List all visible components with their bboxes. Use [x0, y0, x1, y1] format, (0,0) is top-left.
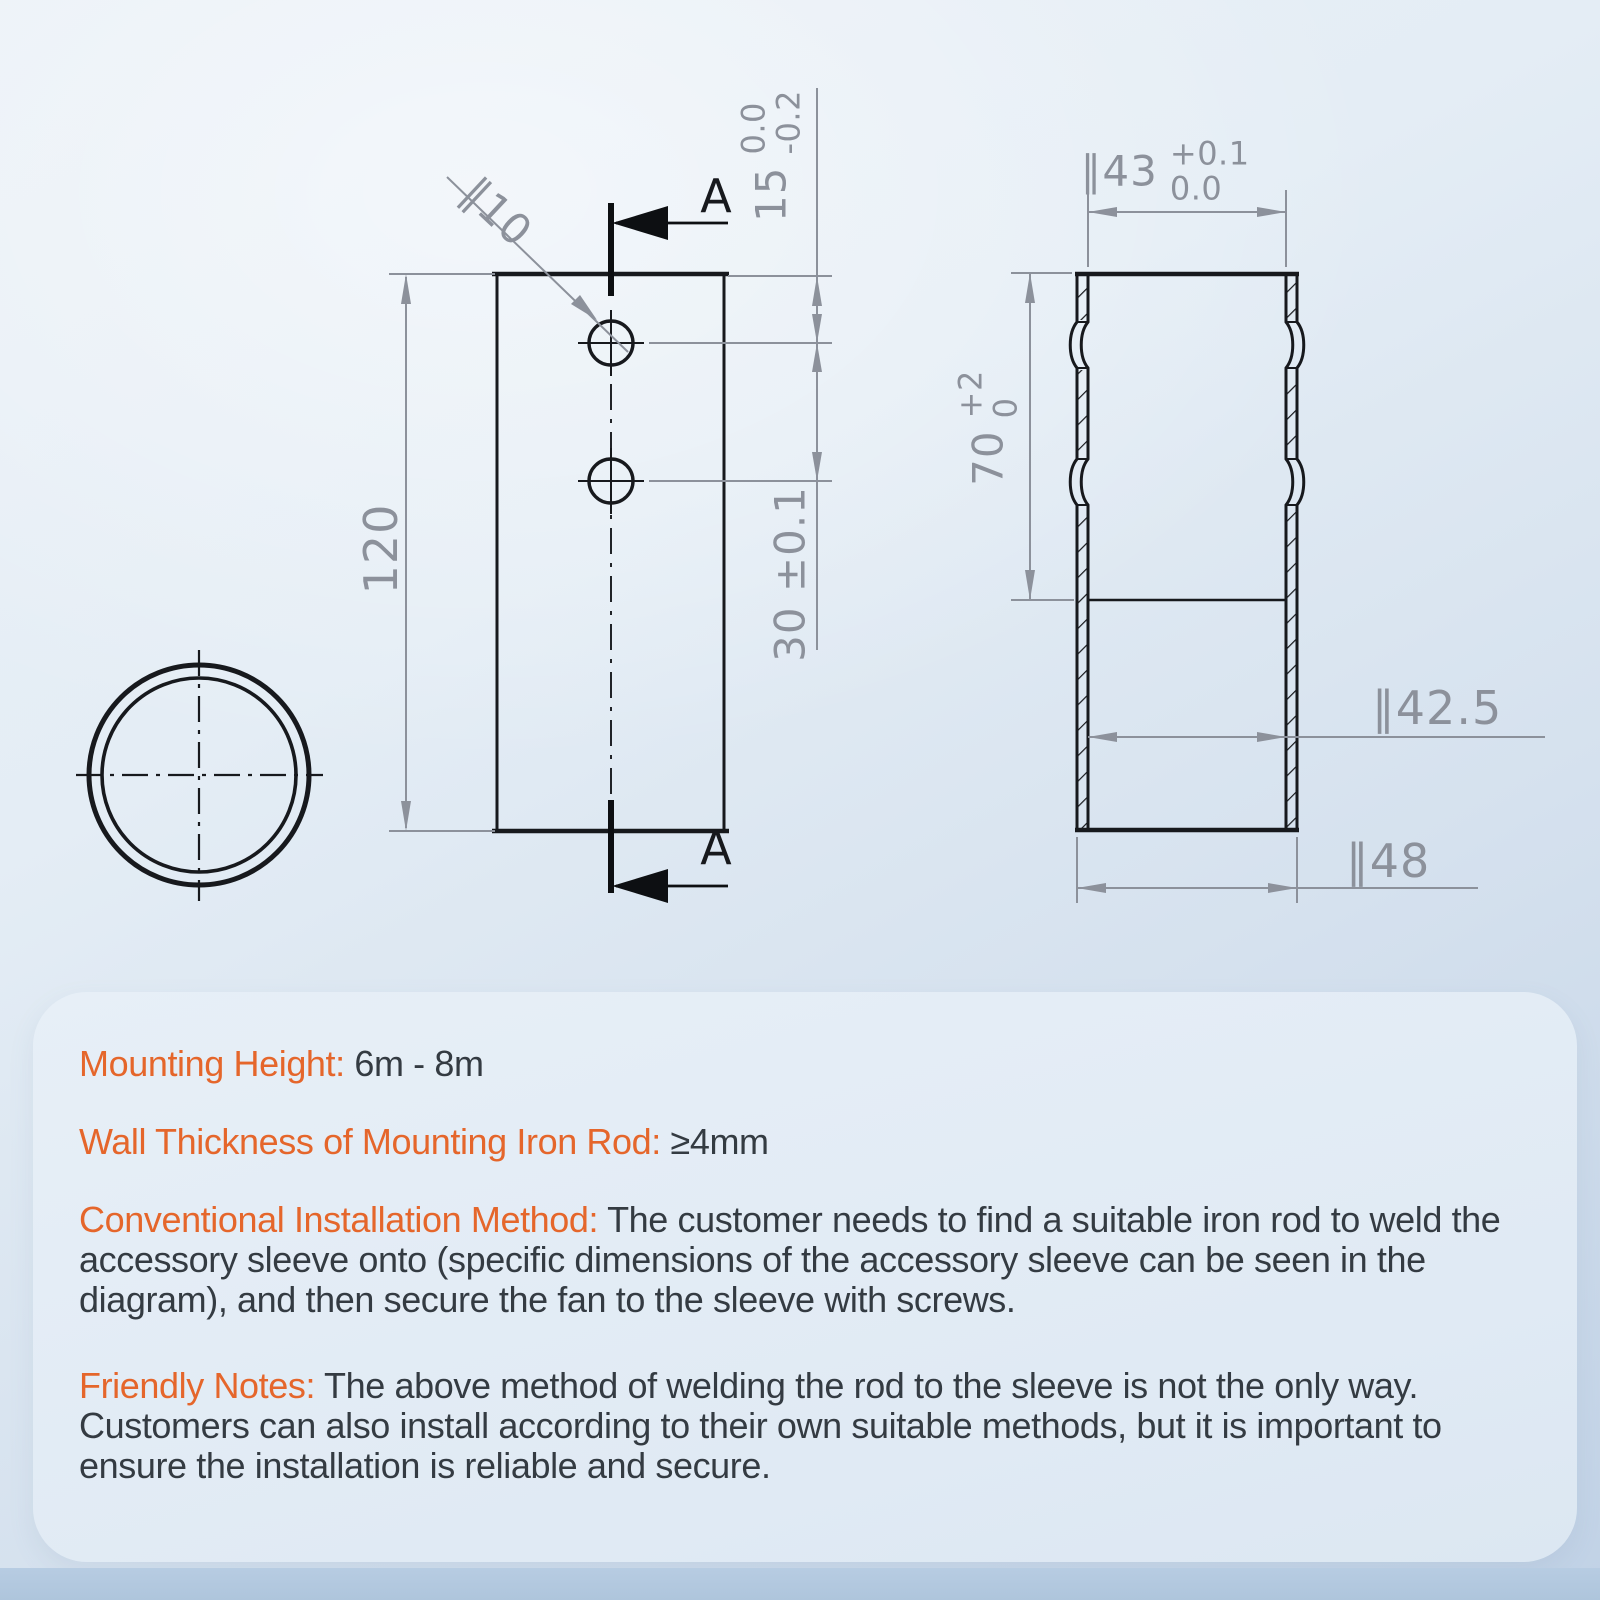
- dim-hole-spacing: 30 ±0.1: [765, 486, 815, 662]
- note-friendly-notes: [79, 1366, 1531, 1486]
- note-wall-thickness: [79, 1122, 1531, 1162]
- note-friendly-notes-text: The above method of welding the rod to the sleeve is not the only way. Customers can also install according to their own suitable methods, but it is important to ensure the installation is reliable and secure.: [79, 1365, 1442, 1486]
- dim-plate-length: 120: [354, 503, 408, 595]
- dim-sleeve-depth-tolerance: +2 0: [951, 370, 1024, 419]
- note-friendly-notes-label: Friendly Notes:: [79, 1365, 316, 1406]
- note-installation-method-label: Conventional Installation Method:: [79, 1199, 599, 1240]
- section-label-a-bottom: A: [700, 821, 732, 875]
- note-mounting-height: [79, 1044, 1531, 1084]
- dim-inner-diameter-top-main: ∥43: [1080, 146, 1158, 196]
- view-sleeve-section: [1011, 190, 1545, 903]
- dim-inner-diameter-top: [1080, 136, 1249, 205]
- note-mounting-height-label: Mounting Height:: [79, 1043, 345, 1084]
- note-mounting-height-text: 6m - 8m: [344, 1043, 484, 1084]
- section-label-a-top: A: [700, 169, 732, 223]
- dim-sleeve-depth: [953, 370, 1022, 486]
- bottom-strip: [0, 1568, 1600, 1600]
- dim-hole-offset-tolerance: 0.0 -0.2: [734, 90, 807, 155]
- note-wall-thickness-label: Wall Thickness of Mounting Iron Rod:: [79, 1121, 661, 1162]
- dim-inner-diameter-lower: ∥42.5: [1371, 681, 1503, 735]
- section-hatching: [1077, 277, 1297, 828]
- note-installation-method-text: The customer needs to find a suitable iron rod to weld the accessory sleeve onto (specific dimensions of the accessory sleeve can be seen in the diagram), and then secure the fan to the sleeve with screws.: [79, 1199, 1501, 1320]
- dim-hole-diameter: ∥10: [451, 167, 543, 257]
- dim-inner-diameter-top-tolerance: +0.1 0.0: [1169, 134, 1250, 207]
- notes-panel: [33, 992, 1577, 1562]
- view-tube-end: [76, 650, 323, 901]
- dim-hole-offset: [736, 90, 805, 222]
- note-wall-thickness-text: ≥4mm: [660, 1121, 769, 1162]
- dim-outer-diameter: ∥48: [1345, 834, 1431, 888]
- dim-hole-offset-main: 15: [746, 166, 796, 222]
- dim-sleeve-depth-main: 70: [963, 430, 1013, 486]
- note-installation-method: [79, 1200, 1531, 1320]
